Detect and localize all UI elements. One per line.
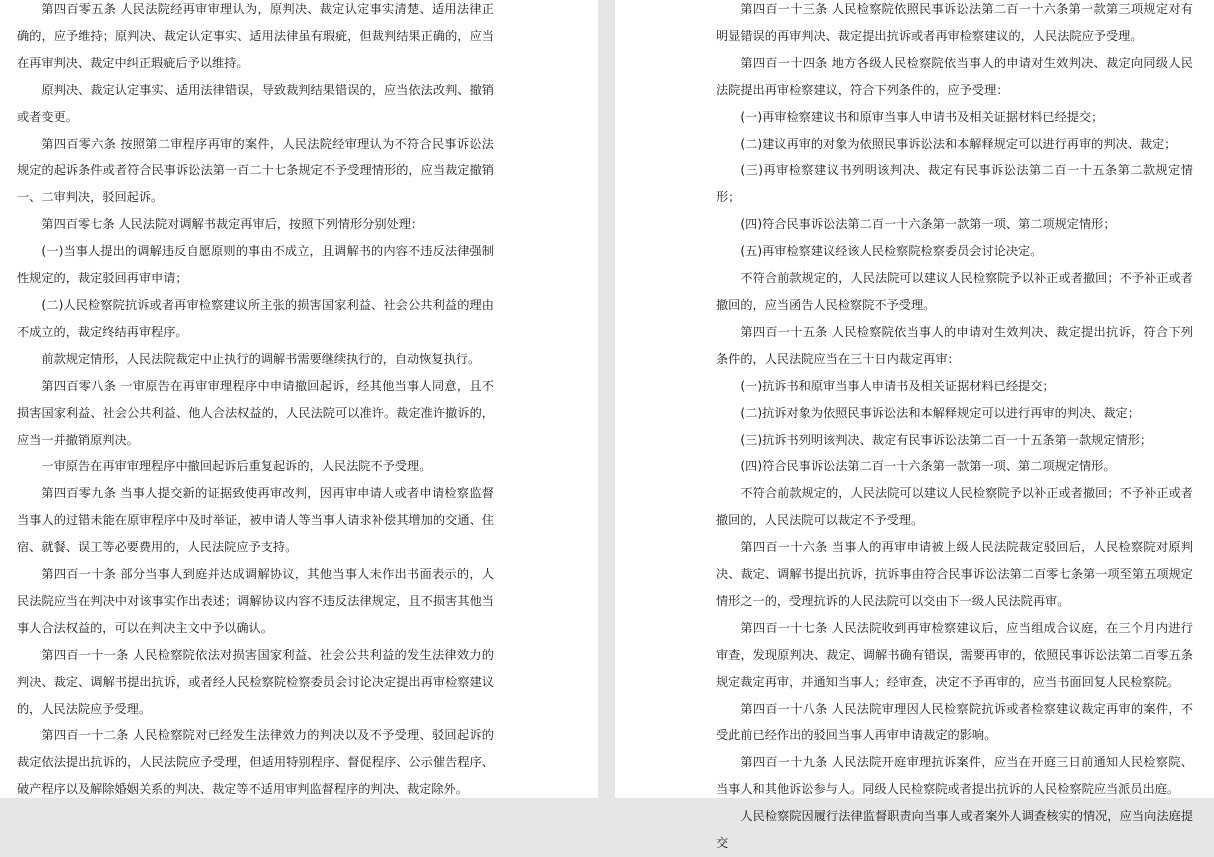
article-paragraph: 第四百一十三条 人民检察院依照民事诉讼法第二百一十六条第一款第三项规定对有明显错误的再审判决、裁定提出抗诉或者再审检察建议的，人民法院应予受理。	[716, 2, 1193, 43]
article-paragraph: 第四百零八条 一审原告在再审审理程序中申请撤回起诉，经其他当事人同意，且不损害国家利益、社会公共利益、他人合法权益的，人民法院可以准许。裁定准许撤诉的，应当一并撤销原判决。	[17, 378, 494, 447]
body-paragraph: 人民检察院因履行法律监督职责向当事人或者案外人调查核实的情况，应当向法庭提交	[716, 809, 1193, 851]
body-paragraph: (二)人民检察院抗诉或者再审检察建议所主张的损害国家利益、社会公共利益的理由不成立的，裁定终结再审程序。	[17, 297, 494, 339]
document-page-left	[0, 0, 598, 798]
article-paragraph: 第四百一十四条 地方各级人民检察院依当事人的申请对生效判决、裁定向同级人民法院提出再审检察建议，符合下列条件的，应予受理：	[716, 55, 1193, 97]
page-content	[17, 0, 494, 803]
article-paragraph: 第四百一十七条 人民法院收到再审检察建议后，应当组成合议庭，在三个月内进行审查，发现原判决、裁定、调解书确有错误，需要再审的，依照民事诉讼法第二百零五条规定裁定再审，并通知当事人；经审查，决定不予再审的，应当书面回复人民检察院。	[716, 620, 1193, 689]
body-paragraph: 不符合前款规定的，人民法院可以建议人民检察院予以补正或者撤回；不予补正或者撤回的，人民法院可以裁定不予受理。	[716, 486, 1193, 528]
body-paragraph: (四)符合民事诉讼法第二百一十六条第一款第一项、第二项规定情形。	[740, 459, 1116, 474]
body-paragraph: 不符合前款规定的，人民法院可以建议人民检察院予以补正或者撤回；不予补正或者撤回的，应当函告人民检察院不予受理。	[716, 271, 1193, 312]
body-paragraph: (四)符合民事诉讼法第二百一十六条第一款第一项、第二项规定情形；	[740, 217, 1116, 232]
body-paragraph: 前款规定情形，人民法院裁定中止执行的调解书需要继续执行的，自动恢复执行。	[41, 351, 481, 366]
article-paragraph: 第四百零九条 当事人提交新的证据致使再审改判，因再审申请人或者申请检察监督当事人的过错未能在原审程序中及时举证，被申请人等当事人请求补偿其增加的交通、住宿、就餐、误工等必要费用的，人民法院应予支持。	[17, 486, 494, 555]
body-paragraph: (一)当事人提出的调解违反自愿原则的事由不成立，且调解书的内容不违反法律强制性规定的，裁定驳回再审申请；	[17, 244, 494, 286]
body-paragraph: (三)抗诉书列明该判决、裁定有民事诉讼法第二百一十五条第一款规定情形；	[740, 432, 1153, 447]
page-content	[716, 0, 1193, 857]
article-paragraph: 第四百一十五条 人民检察院依当事人的申请对生效判决、裁定提出抗诉，符合下列条件的，人民法院应当在三十日内裁定再审：	[716, 324, 1193, 366]
body-paragraph: 一审原告在再审审理程序中撤回起诉后重复起诉的，人民法院不予受理。	[41, 459, 432, 474]
body-paragraph: 原判决、裁定认定事实、适用法律错误，导致裁判结果错误的，应当依法改判、撤销或者变更。	[17, 82, 494, 124]
article-paragraph: 第四百零六条 按照第二审程序再审的案件，人民法院经审理认为不符合民事诉讼法规定的起诉条件或者符合民事诉讼法第一百二十七条规定不予受理情形的，应当裁定撤销一、二审判决，驳回起诉。	[17, 136, 494, 205]
article-paragraph: 第四百零七条 人民法院对调解书裁定再审后，按照下列情形分别处理：	[41, 217, 424, 232]
body-paragraph: (三)再审检察建议书列明该判决、裁定有民事诉讼法第二百一十五条第二款规定情形；	[716, 163, 1193, 205]
document-page-right	[615, 0, 1214, 851]
article-paragraph: 第四百一十条 部分当事人到庭并达成调解协议，其他当事人未作出书面表示的，人民法院应当在判决中对该事实作出表述；调解协议内容不违反法律规定，且不损害其他当事人合法权益的，可以在判决主文中予以确认。	[17, 567, 494, 635]
body-paragraph: (一)抗诉书和原审当事人申请书及相关证据材料已经提交；	[740, 378, 1055, 393]
article-paragraph: 第四百一十一条 人民检察院依法对损害国家利益、社会公共利益的发生法律效力的判决、裁定、调解书提出抗诉，或者经人民检察院检察委员会讨论决定提出再审检察建议的，人民法院应予受理。	[17, 647, 494, 716]
body-paragraph: (五)再审检察建议经该人民检察院检察委员会讨论决定。	[740, 244, 1043, 259]
body-paragraph: (二)建议再审的对象为依照民事诉讼法和本解释规定可以进行再审的判决、裁定；	[740, 136, 1177, 151]
body-paragraph: (二)抗诉对象为依照民事诉讼法和本解释规定可以进行再审的判决、裁定；	[740, 405, 1140, 420]
article-paragraph: 第四百一十九条 人民法院开庭审理抗诉案件，应当在开庭三日前通知人民检察院、当事人和其他诉讼参与人。同级人民检察院或者提出抗诉的人民检察院应当派员出庭。	[716, 755, 1193, 797]
article-paragraph: 第四百一十六条 当事人的再审申请被上级人民法院裁定驳回后，人民检察院对原判决、裁定、调解书提出抗诉，抗诉事由符合民事诉讼法第二百零七条第一项至第五项规定情形之一的，受理抗诉的人民法院可以交由下一级人民法院再审。	[716, 540, 1193, 608]
article-paragraph: 第四百一十二条 人民检察院对已经发生法律效力的判决以及不予受理、驳回起诉的裁定依法提出抗诉的，人民法院应予受理，但适用特别程序、督促程序、公示催告程序、破产程序以及解除婚姻关系的判决、裁定等不适用审判监督程序的判决、裁定除外。	[17, 728, 494, 797]
article-paragraph: 第四百一十八条 人民法院审理因人民检察院抗诉或者检察建议裁定再审的案件，不受此前已经作出的驳回当事人再审申请裁定的影响。	[716, 701, 1193, 743]
body-paragraph: (一)再审检察建议书和原审当事人申请书及相关证据材料已经提交；	[740, 109, 1104, 124]
article-paragraph: 第四百零五条 人民法院经再审审理认为，原判决、裁定认定事实清楚、适用法律正确的，应予维持；原判决、裁定认定事实、适用法律虽有瑕疵，但裁判结果正确的，应当在再审判决、裁定中纠正瑕疵后予以维持。	[17, 2, 494, 70]
